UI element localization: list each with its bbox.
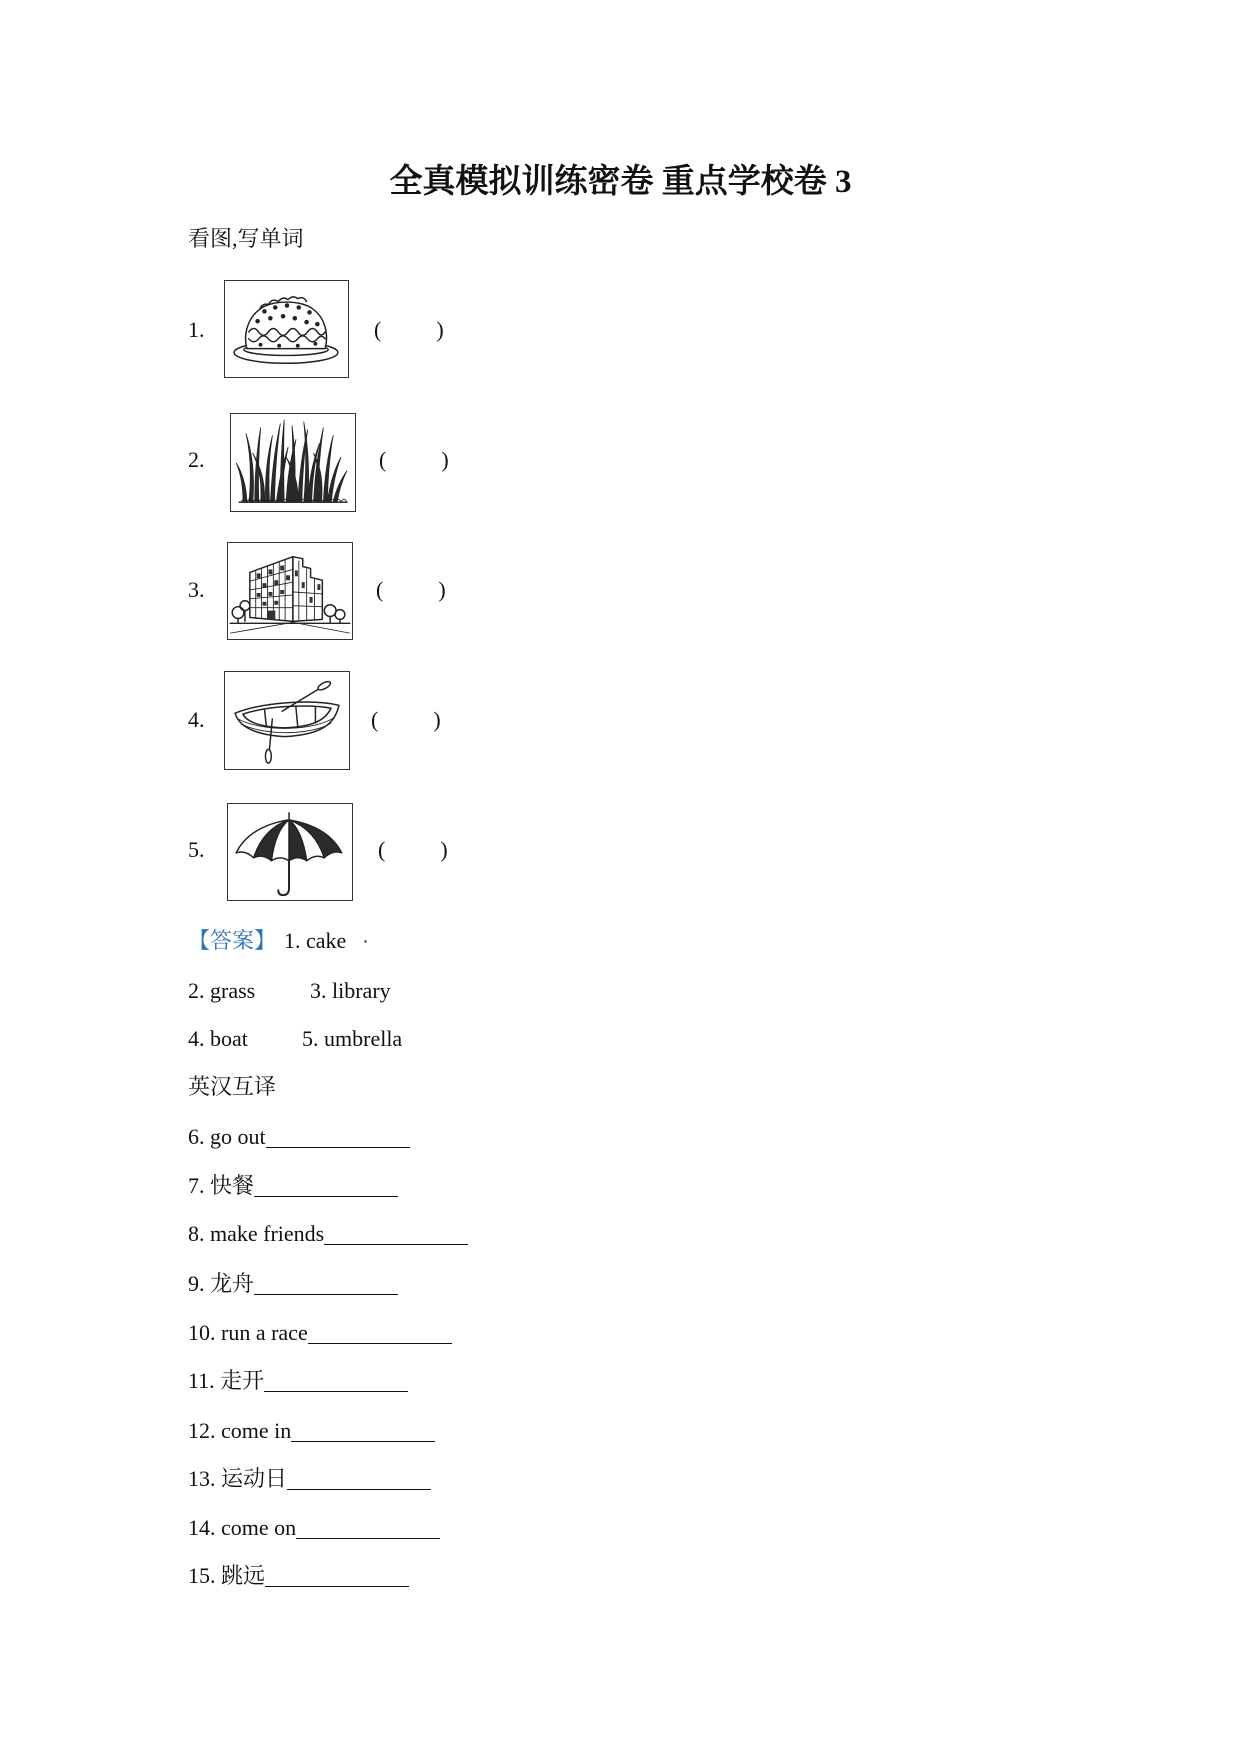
answer-blank (254, 1276, 398, 1295)
section-heading-picture-words: 看图,写单词 (188, 226, 304, 251)
answer-blank (324, 1226, 468, 1245)
question-number: 4. (188, 707, 205, 732)
translation-item (188, 1320, 452, 1346)
stray-mark (364, 940, 367, 943)
translation-item (188, 1221, 468, 1247)
translation-prompt: 10. run a race (188, 1320, 308, 1345)
answer-bracket: ( ) (376, 577, 446, 602)
picture-frame (224, 280, 349, 378)
picture-frame (230, 413, 356, 512)
answer-bracket: ( ) (378, 837, 448, 862)
translation-item (188, 1466, 431, 1492)
library-building-icon (228, 543, 352, 639)
cake-icon (225, 281, 348, 377)
page-title: 全真模拟训练密卷 重点学校卷 3 (389, 164, 852, 200)
answer-blank (296, 1520, 440, 1539)
picture-frame (227, 803, 353, 901)
question-number: 3. (188, 577, 205, 602)
question-number: 1. (188, 317, 205, 342)
answer-tag: 【答案】 (188, 928, 277, 953)
translation-item (188, 1368, 408, 1394)
rowboat-icon (225, 672, 349, 769)
answer-blank (266, 1129, 410, 1148)
grass-icon (231, 414, 355, 511)
translation-prompt: 15. 跳远 (188, 1563, 266, 1588)
translation-item (188, 1173, 398, 1199)
answer-item: 4. boat (188, 1026, 248, 1051)
answer-blank (254, 1178, 398, 1197)
answer-blank (265, 1568, 409, 1587)
section-heading-translation: 英汉互译 (188, 1074, 277, 1099)
answer-blank (287, 1471, 431, 1490)
translation-prompt: 14. come on (188, 1515, 297, 1540)
answer-bracket: ( ) (371, 707, 441, 732)
translation-item (188, 1515, 440, 1541)
translation-prompt: 7. 快餐 (188, 1173, 255, 1198)
answer-blank (264, 1373, 408, 1392)
answer-item: 3. library (310, 978, 391, 1003)
question-number: 2. (188, 447, 205, 472)
answer-item: 5. umbrella (302, 1026, 403, 1051)
translation-prompt: 8. make friends (188, 1221, 325, 1246)
question-number: 5. (188, 837, 205, 862)
translation-prompt: 6. go out (188, 1124, 266, 1149)
picture-frame (227, 542, 353, 640)
picture-frame (224, 671, 350, 770)
answer-item: 2. grass (188, 978, 256, 1003)
umbrella-icon (228, 804, 352, 900)
translation-prompt: 13. 运动日 (188, 1466, 288, 1491)
answer-blank (291, 1423, 435, 1442)
translation-prompt: 12. come in (188, 1418, 292, 1443)
answer-blank (308, 1325, 452, 1344)
translation-item (188, 1124, 410, 1150)
translation-item (188, 1563, 409, 1589)
translation-item (188, 1271, 398, 1297)
answer-item: 1. cake (284, 928, 347, 953)
answer-bracket: ( ) (374, 317, 444, 342)
answer-bracket: ( ) (379, 447, 449, 472)
translation-item (188, 1418, 435, 1444)
translation-prompt: 11. 走开 (188, 1368, 265, 1393)
translation-prompt: 9. 龙舟 (188, 1271, 255, 1296)
